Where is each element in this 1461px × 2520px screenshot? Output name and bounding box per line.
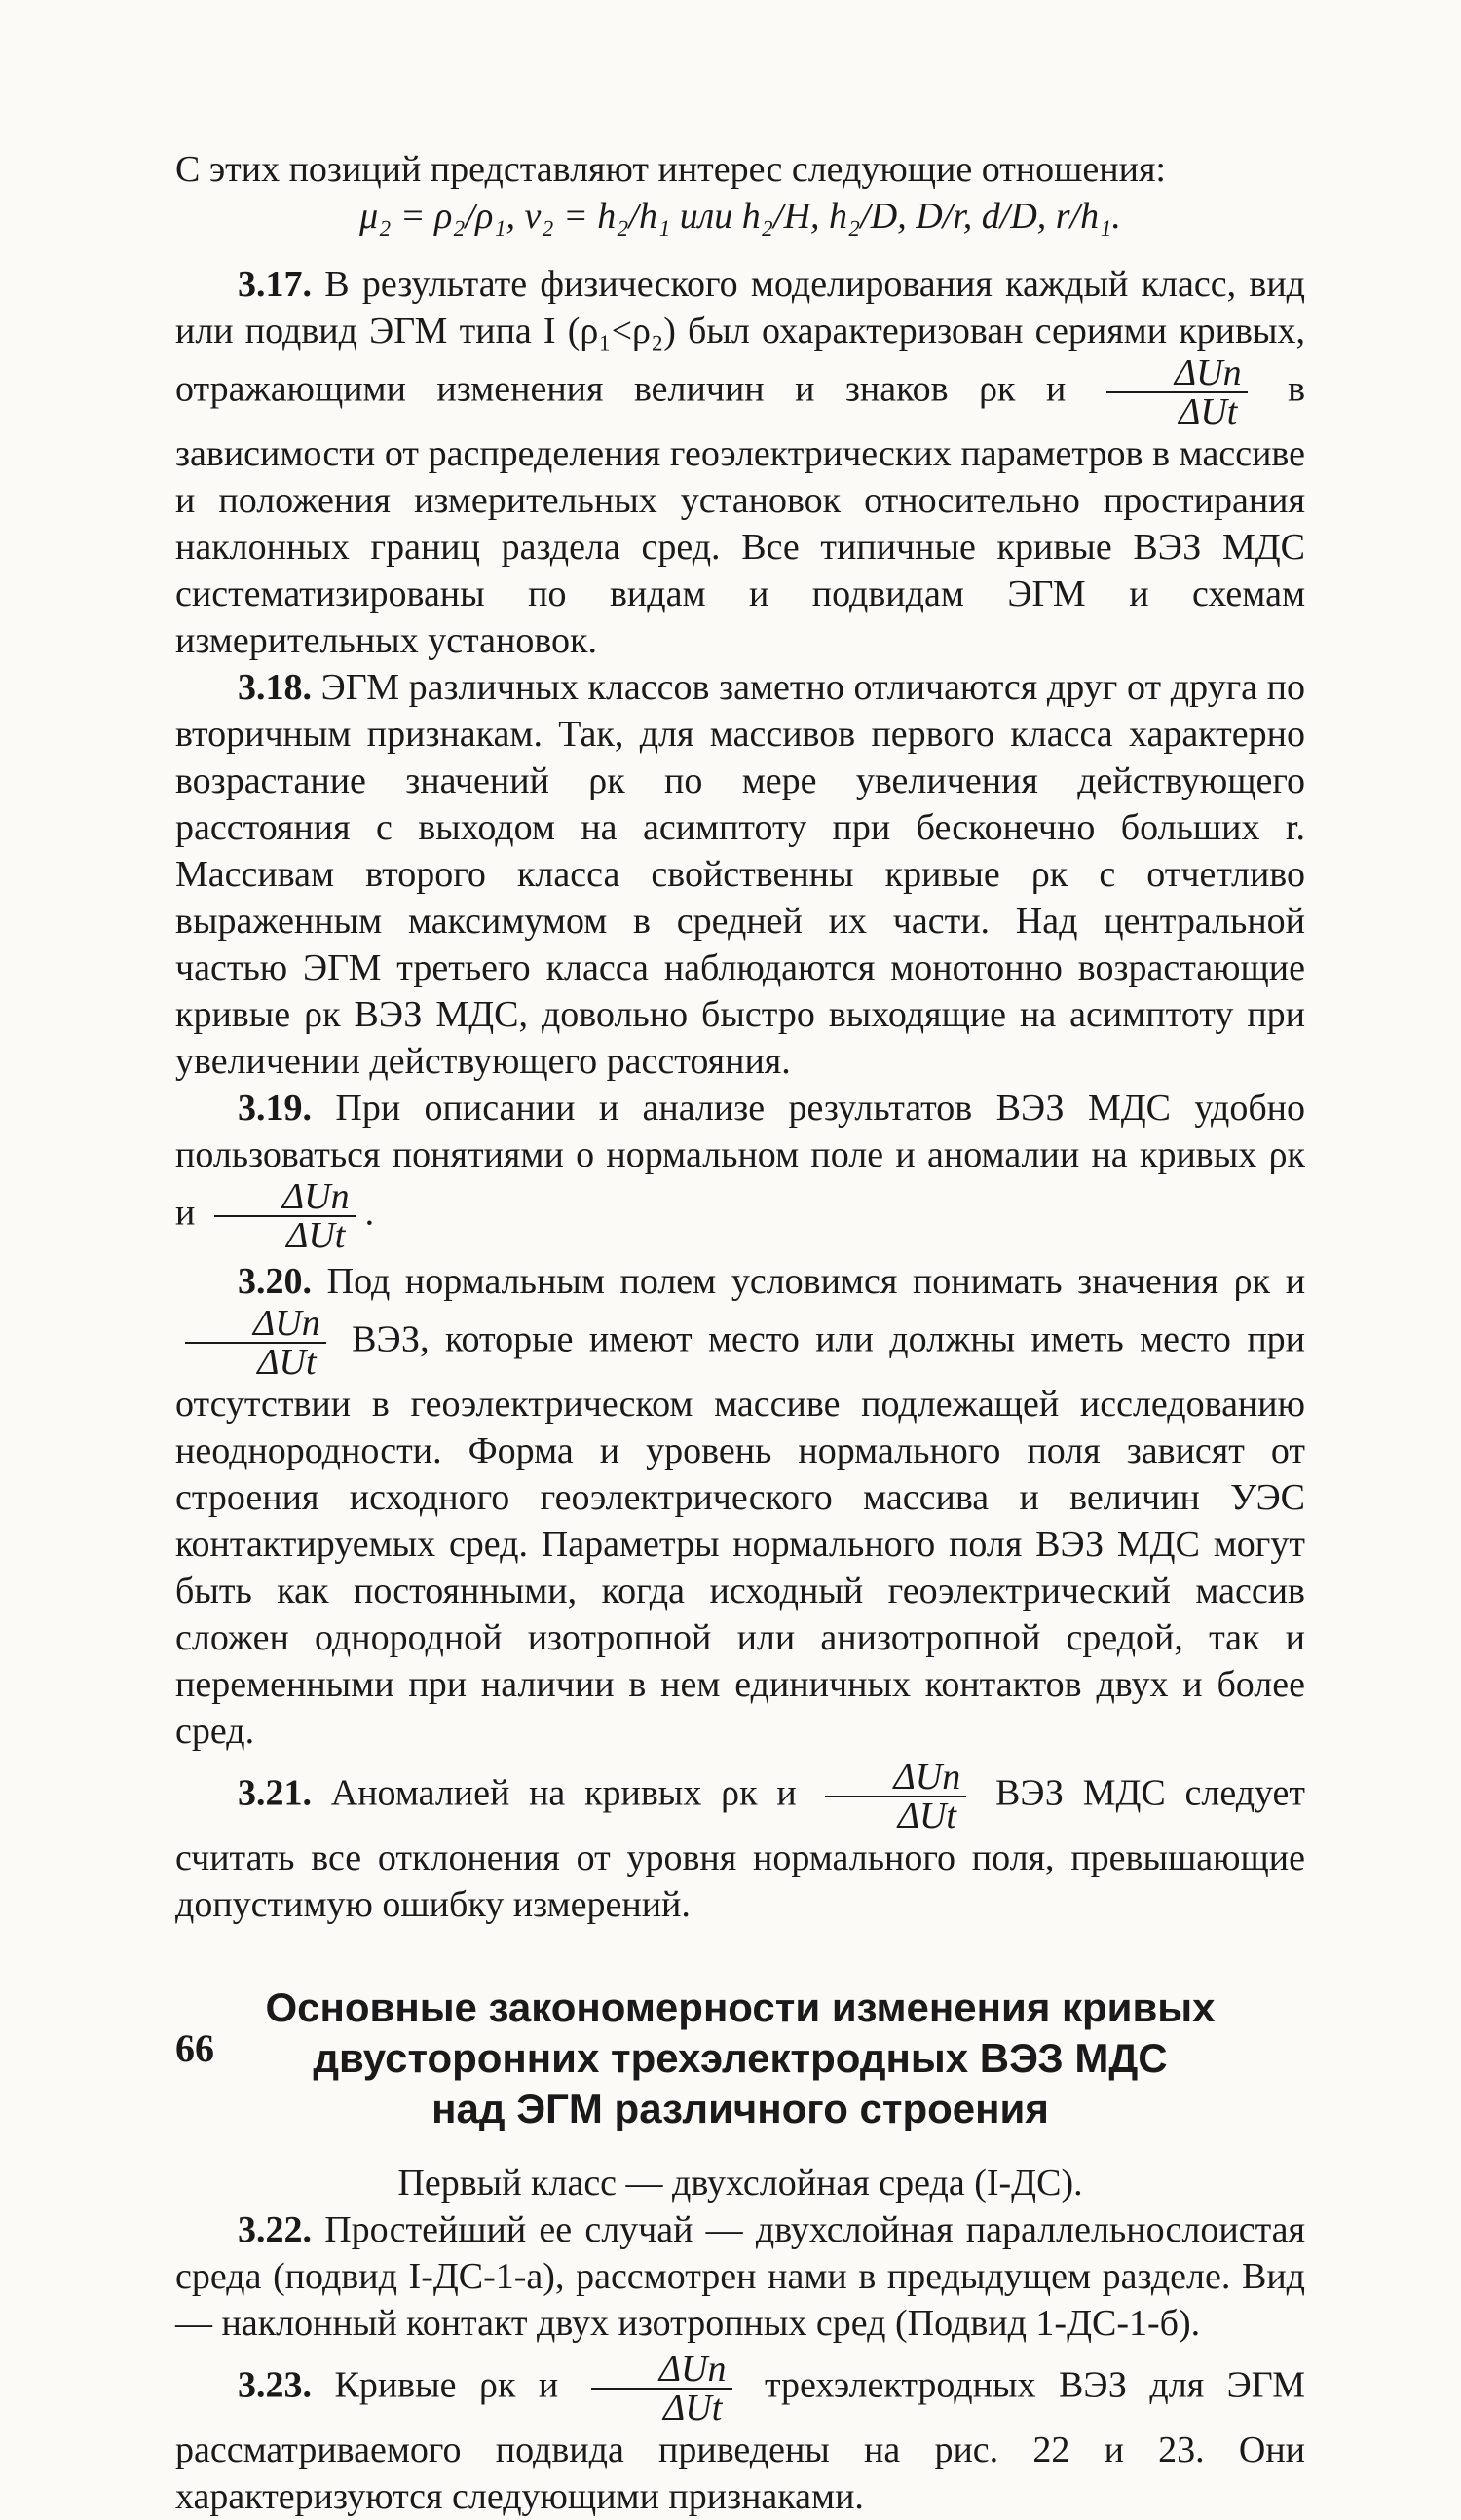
intro-line: С этих позиций представляют интерес следующие отношения: bbox=[175, 149, 1166, 190]
section-number: 3.23. bbox=[238, 2364, 312, 2406]
fraction-numerator: ΔUn bbox=[1106, 354, 1248, 393]
paragraph-text: Под нормальным полем условимся понимать значения bbox=[326, 1261, 1218, 1302]
paragraph-3-17 bbox=[175, 261, 1305, 664]
fraction-delta-u bbox=[825, 1759, 966, 1834]
fraction-numerator: ΔUn bbox=[825, 1759, 966, 1797]
heading-line: над ЭГМ различного строения bbox=[431, 2086, 1049, 2131]
page-number: 66 bbox=[175, 2026, 214, 2070]
paragraph-text: Простейший ее случай — двухслойная параллельнослоистая среда (подвид I-ДС-1-а), рассмотрен нами в предыдущем разделе. Вид — наклонный контакт двух изотропных сред (Подвид 1-ДС-1-б). bbox=[175, 2209, 1305, 2344]
conjunction: и bbox=[538, 2364, 559, 2406]
section-number: 3.22. bbox=[238, 2209, 312, 2250]
paragraph-text: В результате физического моделирования каждый класс, вид или подвид ЭГМ типа I (ρ₁<ρ₂) был охарактеризован сериями кривых, отражающими изменения величин и знаков bbox=[175, 264, 1306, 410]
paragraph-3-21 bbox=[175, 1759, 1305, 1928]
rho-symbol: ρк bbox=[979, 368, 1016, 410]
conjunction: и bbox=[175, 1192, 196, 1234]
paragraph-3-18 bbox=[175, 664, 1305, 1085]
paragraph-text: трехэлектродных ВЭЗ для ЭГМ рассматриваемого подвида приведены на рис. 22 и 23. Они характеризуются следующими признаками. bbox=[175, 2364, 1306, 2517]
section-number: 3.21. bbox=[238, 1772, 312, 1814]
section-number: 3.18. bbox=[238, 667, 312, 708]
heading-line: Основные закономерности изменения кривых bbox=[265, 1984, 1216, 2030]
rho-symbol: ρк bbox=[1233, 1261, 1271, 1302]
fraction-delta-u bbox=[214, 1178, 356, 1254]
conjunction: и bbox=[776, 1772, 797, 1814]
paragraph-text: в зависимости от распределения геоэлектрических параметров в массиве и положения измерительных установок относительно простирания наклонных границ раздела сред. Все типичные кривые ВЭЗ МДС систематизированы по видам и подвидам ЭГМ и схемам измерительных установок. bbox=[175, 368, 1306, 661]
section-number: 3.20. bbox=[238, 1261, 312, 1302]
fraction-denominator: ΔUt bbox=[1179, 391, 1238, 432]
paragraph-text: При описании и анализе результатов ВЭЗ МДС удобно пользоваться понятиями о нормальном поле и аномалии на кривых bbox=[175, 1088, 1305, 1175]
fraction-delta-u bbox=[591, 2351, 732, 2427]
fraction-denominator: ΔUt bbox=[257, 1342, 317, 1383]
paragraph-3-23 bbox=[175, 2351, 1305, 2520]
heading-line: двусторонних трехэлектродных ВЭЗ МДС bbox=[313, 2035, 1168, 2081]
fraction-denominator: ΔUt bbox=[662, 2388, 723, 2428]
paragraph-text: ВЭЗ МДС следует считать все отклонения от уровня нормального поля, превышающие допустимую ошибку измерений. bbox=[175, 1772, 1306, 1925]
paragraph-text: ВЭЗ, которые имеют место или должны иметь место при отсутствии в геоэлектрическом массиве подлежащей исследованию неоднородности. Форма и уровень нормального поля зависят от строения исходного геоэлектрического массива и величин УЭС контактируемых сред. Параметры нормального поля ВЭЗ МДС могут быть как постоянными, когда исходный геоэлектрический массив сложен однородной изотропной или анизотропной средой, так и переменными при наличии в нем единичных контактов двух и более сред. bbox=[175, 1318, 1305, 1752]
conjunction: и bbox=[1046, 368, 1067, 410]
fraction-denominator: ΔUt bbox=[286, 1215, 346, 1256]
fraction-delta-u bbox=[185, 1305, 326, 1381]
section-number: 3.19. bbox=[238, 1088, 312, 1129]
fraction-numerator: ΔUn bbox=[185, 1305, 326, 1344]
paragraph-text: ЭГМ различных классов заметно отличаются друг от друга по вторичным признакам. Так, для массивов первого класса характерно возрастание значений ρк по мере увеличения действующего расстояния с выходом на асимптоту при бесконечно больших r. Массивам второго класса свойственны кривые ρк с отчетливо выраженным максимумом в средней их части. Над центральной частью ЭГМ третьего класса наблюдаются монотонно возрастающие кривые ρк ВЭЗ МДС, довольно быстро выходящие на асимптоту при увеличении действующего расстояния. bbox=[175, 667, 1306, 1082]
section-number: 3.17. bbox=[238, 264, 312, 305]
paragraph-3-22 bbox=[175, 2206, 1305, 2347]
paragraph-text: Кривые bbox=[334, 2364, 457, 2406]
subheading: Первый класс — двухслойная среда (I-ДС). bbox=[397, 2163, 1083, 2204]
conjunction: и bbox=[1285, 1261, 1306, 1302]
fraction-denominator: ΔUt bbox=[897, 1796, 956, 1836]
rho-symbol: ρк bbox=[1268, 1134, 1305, 1175]
intro-formula: μ₂ = ρ₂/ρ₁, ν₂ = h₂/h₁ или h₂/H, h₂/D, D/r, d/D, r/h₁. bbox=[359, 196, 1121, 237]
rho-symbol: ρк bbox=[721, 1772, 758, 1814]
fraction-delta-u bbox=[1106, 354, 1248, 430]
fraction-numerator: ΔUn bbox=[214, 1178, 356, 1217]
fraction-numerator: ΔUn bbox=[591, 2351, 732, 2390]
text-column bbox=[175, 146, 1305, 2520]
paragraph-3-20 bbox=[175, 1258, 1305, 1755]
section-heading bbox=[175, 1983, 1305, 2134]
rho-symbol: ρк bbox=[479, 2364, 516, 2406]
paragraph-3-19: 3.19. При описании и анализе результатов ВЭЗ МДС удобно пользоваться понятиями о нормальном поле и аномалии на кривых ρк и $\frac{\text{ΔUn}}{\text{ΔUt}}$ . bbox=[175, 1088, 1305, 1256]
paragraph-text: Аномалией на кривых bbox=[330, 1772, 702, 1814]
